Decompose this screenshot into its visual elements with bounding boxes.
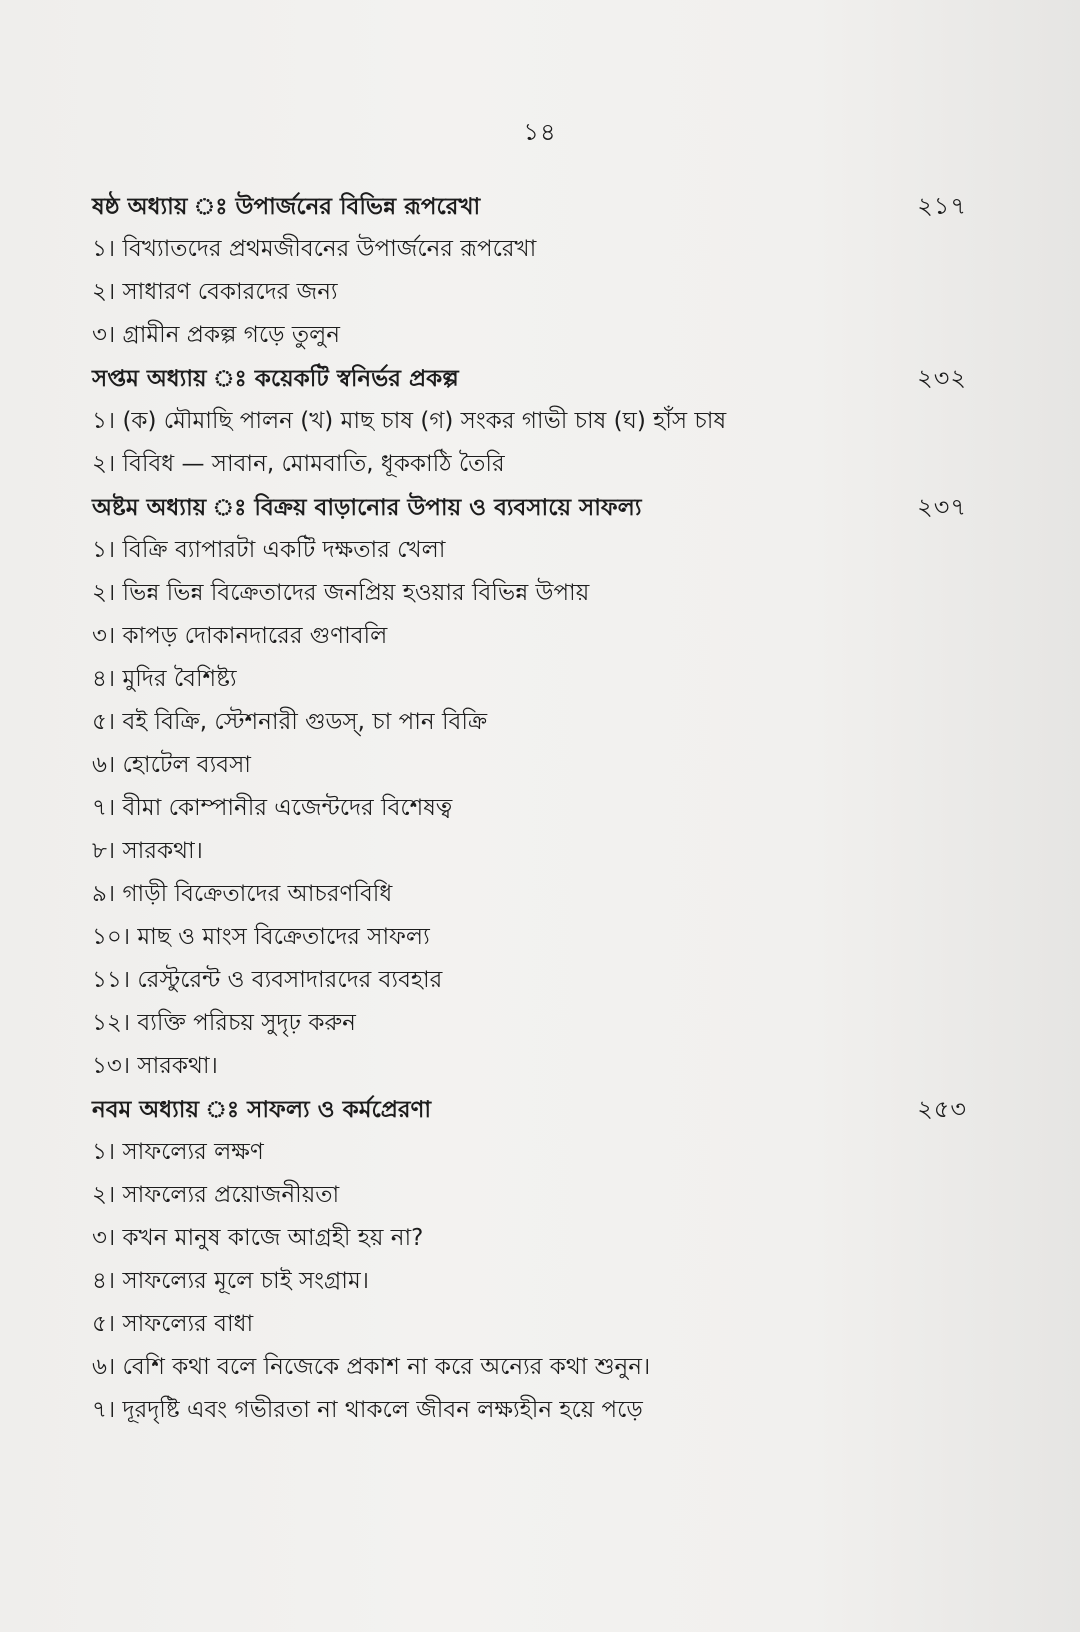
chapter-title: অষ্টম অধ্যায় ঃ বিক্রয় বাড়ানোর উপায় ও ব্যবসায়ে সাফল্য	[92, 495, 642, 521]
toc-item: ১। বিখ্যাতদের প্রথমজীবনের উপার্জনের রূপরেখা	[92, 236, 537, 262]
toc-item: ২। সাধারণ বেকারদের জন্য	[92, 279, 338, 305]
toc-item: ৫। বই বিক্রি, স্টেশনারী গুডস্‌, চা পান বিক্রি	[92, 709, 488, 735]
chapter-8	[92, 486, 967, 1088]
toc-item: ৭। দূরদৃষ্টি এবং গভীরতা না থাকলে জীবন লক্ষ্যহীন হয়ে পড়ে	[92, 1397, 643, 1423]
toc-item: ১০। মাছ ও মাংস বিক্রেতাদের সাফল্য	[92, 924, 430, 950]
chapter-page-number: ২৫৩	[917, 1095, 967, 1123]
page-number: ১৪	[523, 118, 557, 146]
toc-item: ৮। সারকথা।	[92, 838, 203, 864]
toc-item: ৫। সাফল্যের বাধা	[92, 1311, 254, 1337]
chapter-page-number: ২৩৭	[917, 493, 967, 521]
chapter-6	[92, 185, 967, 357]
chapter-title: নবম অধ্যায় ঃ সাফল্য ও কর্মপ্রেরণা	[92, 1097, 432, 1123]
toc-item: ৩। কাপড় দোকানদারের গুণাবলি	[92, 623, 388, 649]
chapter-7	[92, 357, 967, 486]
toc-item: ১। সাফল্যের লক্ষণ	[92, 1139, 264, 1165]
toc-item: ৪। মুদির বৈশিষ্ট্য	[92, 666, 237, 692]
toc-item: ৭। বীমা কোম্পানীর এজেন্টদের বিশেষত্ব	[92, 795, 453, 821]
chapter-heading	[92, 185, 967, 228]
table-of-contents	[92, 185, 967, 1432]
chapter-heading	[92, 1088, 967, 1131]
toc-item: ৩। কখন মানুষ কাজে আগ্রহী হয় না?	[92, 1225, 424, 1251]
chapter-title: সপ্তম অধ্যায় ঃ কয়েকটি স্বনির্ভর প্রকল্প	[92, 366, 459, 392]
chapter-page-number: ২১৭	[917, 192, 967, 220]
toc-item: ১। বিক্রি ব্যাপারটা একটি দক্ষতার খেলা	[92, 537, 446, 563]
chapter-heading	[92, 486, 967, 529]
toc-item: ২। ভিন্ন ভিন্ন বিক্রেতাদের জনপ্রিয় হওয়ার বিভিন্ন উপায়	[92, 580, 590, 606]
toc-item: ১২। ব্যক্তি পরিচয় সুদৃঢ় করুন	[92, 1010, 356, 1036]
chapter-title: ষষ্ঠ অধ্যায় ঃ উপার্জনের বিভিন্ন রূপরেখা	[92, 194, 481, 220]
toc-item: ৪। সাফল্যের মূলে চাই সংগ্রাম।	[92, 1268, 369, 1294]
chapter-heading	[92, 357, 967, 400]
toc-item: ১১। রেস্টুরেন্ট ও ব্যবসাদারদের ব্যবহার	[92, 967, 443, 993]
toc-item: ১। (ক) মৌমাছি পালন (খ) মাছ চাষ (গ) সংকর গাভী চাষ (ঘ) হাঁস চাষ	[92, 408, 727, 434]
chapter-page-number: ২৩২	[917, 364, 967, 392]
toc-item: ৬। হোটেল ব্যবসা	[92, 752, 251, 778]
toc-item: ১৩। সারকথা।	[92, 1053, 218, 1079]
toc-item: ২। সাফল্যের প্রয়োজনীয়তা	[92, 1182, 340, 1208]
toc-item: ৯। গাড়ী বিক্রেতাদের আচরণবিধি	[92, 881, 393, 907]
chapter-9	[92, 1088, 967, 1432]
toc-item: ৩। গ্রামীন প্রকল্প গড়ে তুলুন	[92, 322, 340, 348]
toc-item: ৬। বেশি কথা বলে নিজেকে প্রকাশ না করে অন্যের কথা শুনুন।	[92, 1354, 651, 1380]
toc-item: ২। বিবিধ — সাবান, মোমবাতি, ধূককাঠি তৈরি	[92, 451, 505, 477]
